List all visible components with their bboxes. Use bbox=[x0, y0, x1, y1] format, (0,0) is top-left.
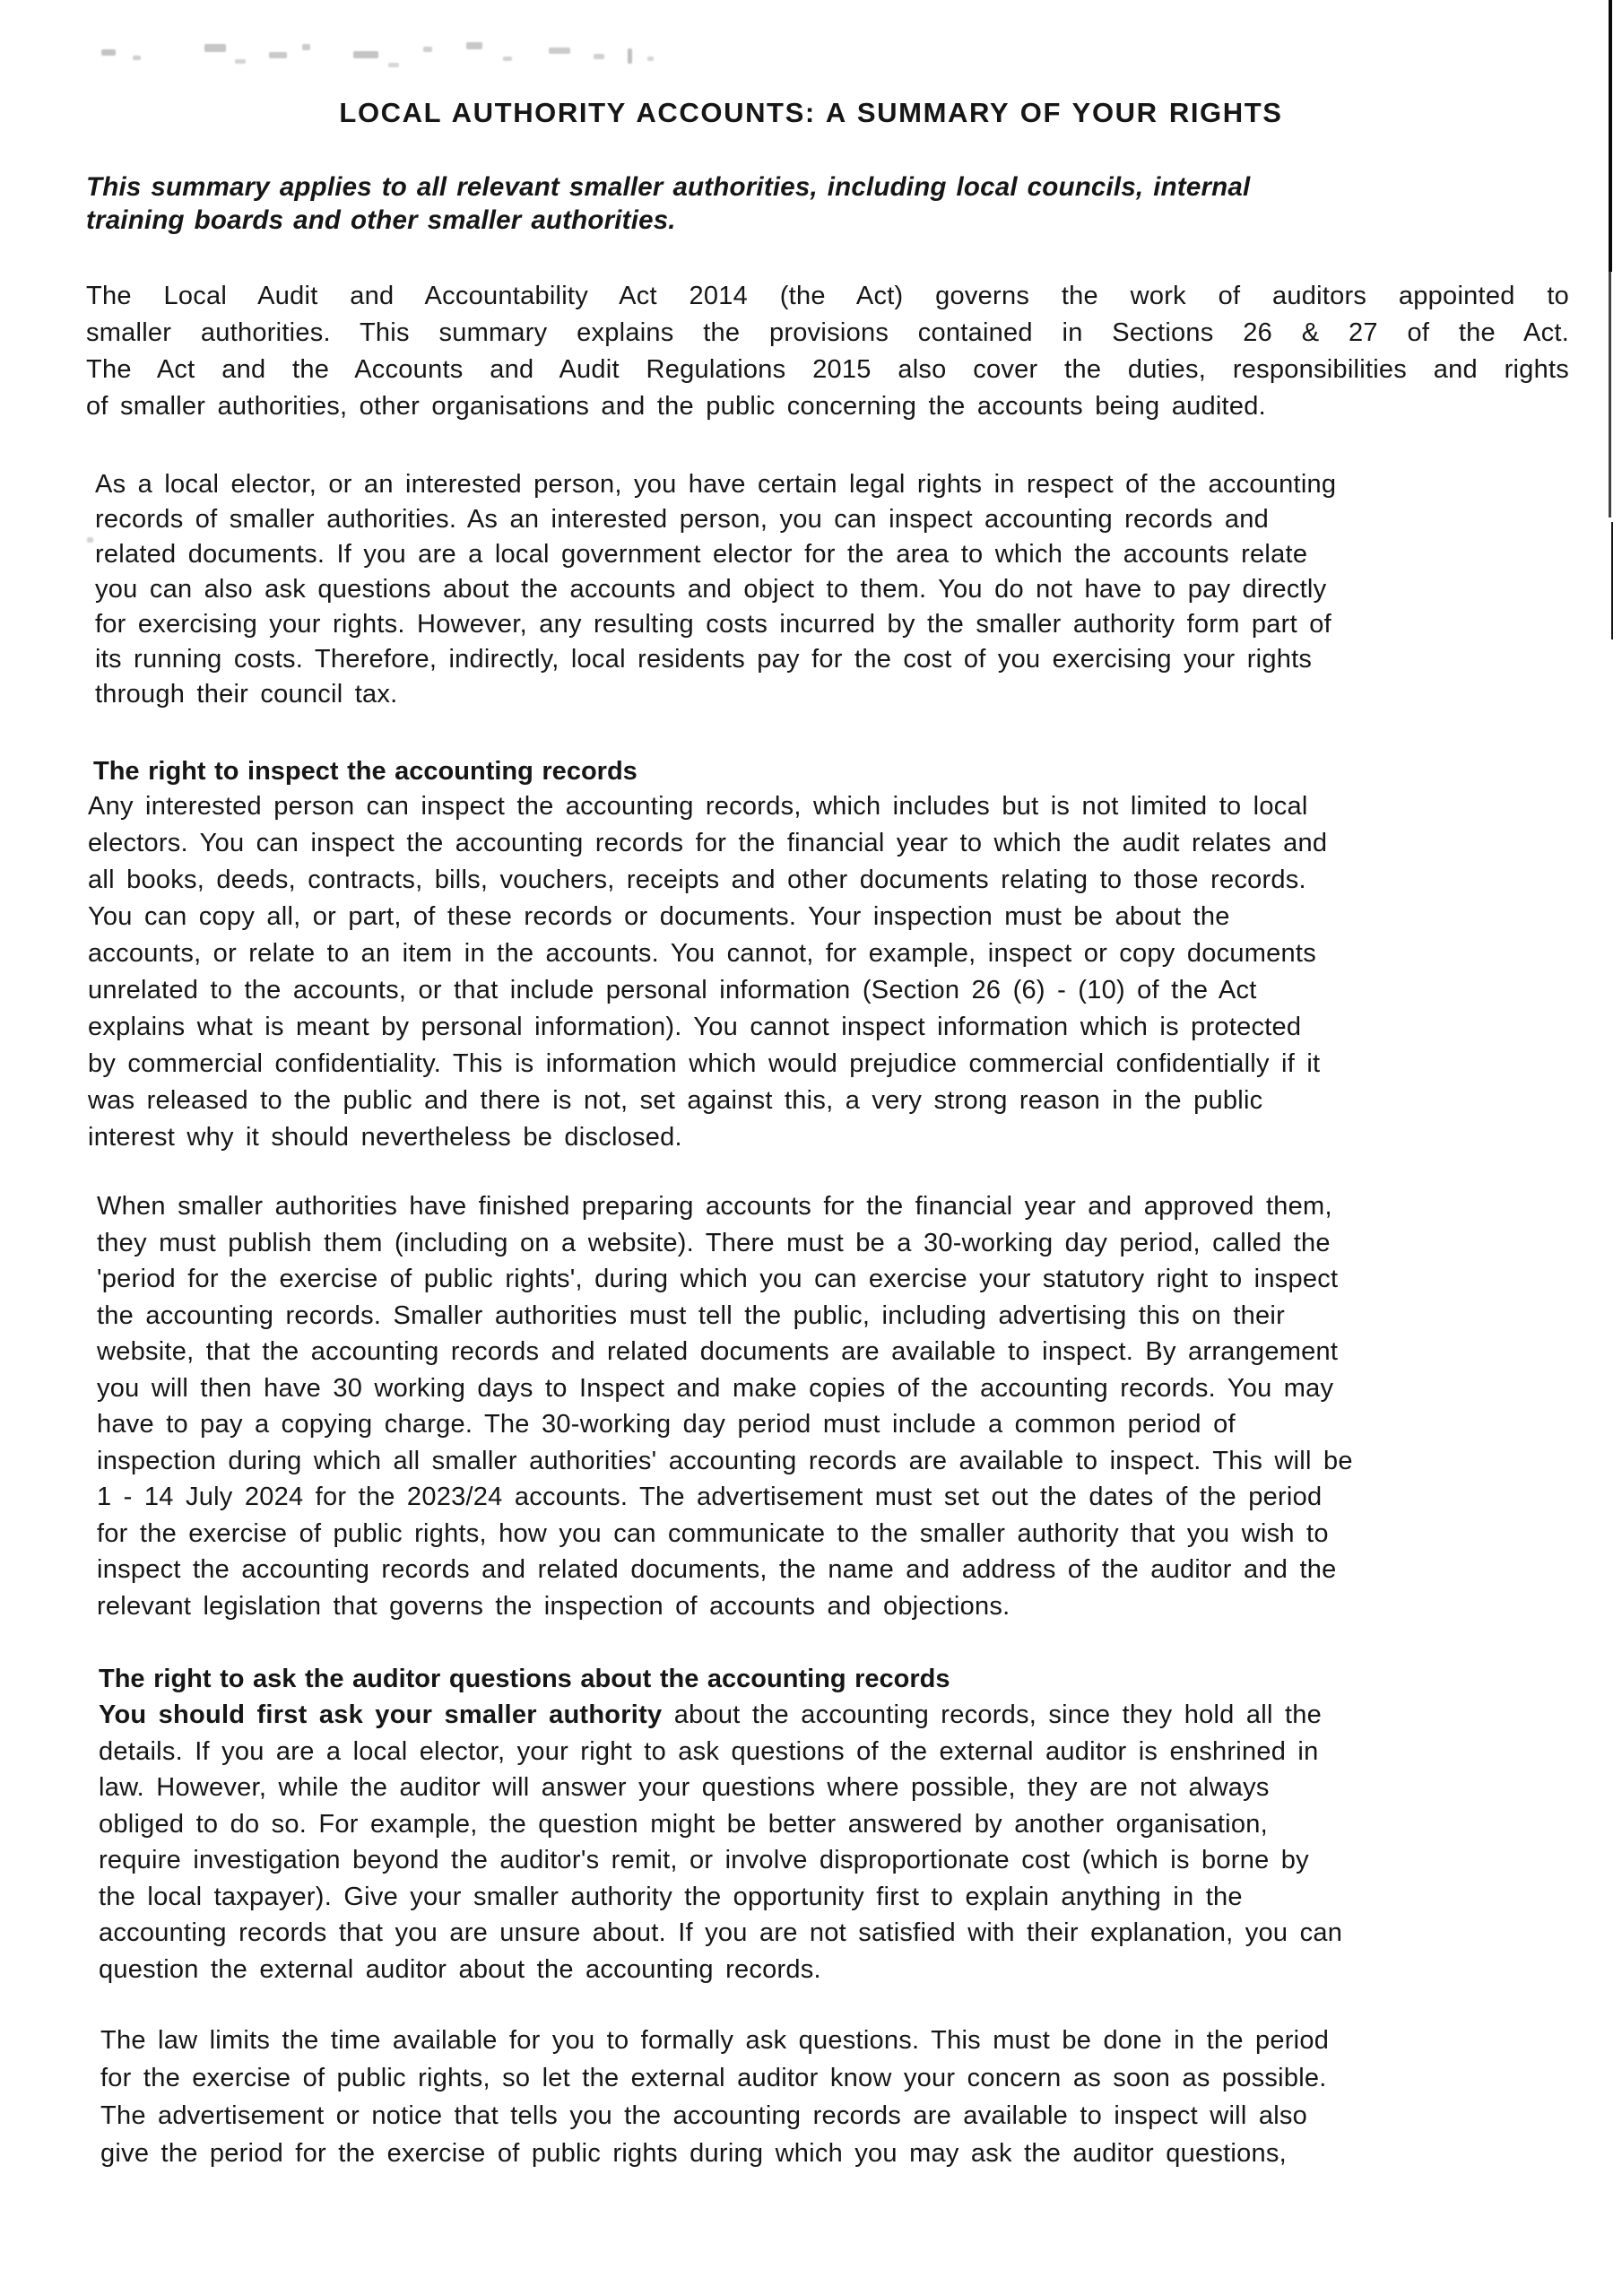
section-heading-inspect: The right to inspect the accounting records bbox=[93, 757, 638, 786]
scan-smudge bbox=[594, 54, 604, 59]
scan-smudge bbox=[353, 51, 378, 58]
scan-speck bbox=[87, 537, 93, 543]
text-line: question the external auditor about the accounting records. bbox=[99, 1954, 821, 1984]
scan-smudge bbox=[549, 48, 570, 54]
text-line: have to pay a copying charge. The 30-working day period must include a common period of bbox=[97, 1410, 1236, 1439]
text-line: for exercising your rights. However, any resulting costs incurred by the smaller authority form part of bbox=[95, 610, 1331, 639]
scan-smudge bbox=[101, 49, 116, 56]
text-line: website, that the accounting records and related documents are available to inspect. By arrangement bbox=[97, 1337, 1339, 1366]
text-line: 'period for the exercise of public rights', during which you can exercise your statutory right to inspect bbox=[97, 1265, 1339, 1293]
scan-smudge bbox=[423, 47, 432, 52]
text-line: training boards and other smaller authorities. bbox=[86, 205, 676, 235]
scan-smudge bbox=[133, 56, 141, 60]
intro-paragraph bbox=[86, 170, 1571, 237]
text-line: you can also ask questions about the accounts and object to them. You do not have to pay directly bbox=[95, 575, 1327, 604]
text-line: inspection during which all smaller authorities' accounting records are available to inspect. This will be bbox=[97, 1446, 1353, 1475]
text-line: through their council tax. bbox=[95, 680, 398, 709]
text-line: they must publish them (including on a website). There must be a 30-working day period, called the bbox=[97, 1228, 1331, 1257]
bold-lead-in: You should first ask your smaller authority bbox=[99, 1700, 663, 1729]
text-line: As a local elector, or an interested person, you have certain legal rights in respect of the accounting bbox=[95, 470, 1337, 499]
text-line: 1 - 14 July 2024 for the 2023/24 accounts. The advertisement must set out the dates of the period bbox=[97, 1483, 1323, 1511]
scan-smudge bbox=[466, 42, 482, 49]
paragraph-questions-2 bbox=[100, 2022, 1573, 2172]
section-heading-questions: The right to ask the auditor questions about the accounting records bbox=[99, 1665, 950, 1693]
scan-edge-line bbox=[1609, 272, 1611, 517]
text-line bbox=[99, 1697, 1573, 1734]
text-line: Any interested person can inspect the accounting records, which includes but is not limited to local bbox=[88, 792, 1308, 821]
text-line: its running costs. Therefore, indirectly, local residents pay for the cost of you exercising your rights bbox=[95, 645, 1313, 674]
text-line: accounting records that you are unsure about. If you are not satisfied with their explanation, you can bbox=[99, 1918, 1343, 1947]
text-line: obliged to do so. For example, the question might be better answered by another organisation, bbox=[99, 1809, 1268, 1839]
text-line: for the exercise of public rights, so let the external auditor know your concern as soon as possible. bbox=[100, 2064, 1327, 2092]
text-run: about the accounting records, since they hold all the bbox=[662, 1700, 1323, 1729]
text-line: inspect the accounting records and related documents, the name and address of the auditor and the bbox=[97, 1555, 1337, 1584]
scan-smudge bbox=[235, 59, 246, 64]
text-line: When smaller authorities have finished preparing accounts for the financial year and approved them, bbox=[97, 1192, 1332, 1221]
text-line: electors. You can inspect the accounting records for the financial year to which the audit relates and bbox=[88, 829, 1328, 857]
text-line: the accounting records. Smaller authorities must tell the public, including advertising this on their bbox=[97, 1300, 1286, 1330]
paragraph-inspect-1 bbox=[88, 788, 1569, 1156]
text-line: for the exercise of public rights, how you can communicate to the smaller authority that you wish to bbox=[97, 1518, 1329, 1548]
page-title: LOCAL AUTHORITY ACCOUNTS: A SUMMARY OF YOUR RIGHTS bbox=[339, 97, 1283, 128]
scan-edge-line bbox=[1611, 522, 1613, 639]
text-line: was released to the public and there is not, set against this, a very strong reason in the public bbox=[88, 1086, 1263, 1115]
text-line: accounts, or relate to an item in the accounts. You cannot, for example, inspect or copy documents bbox=[88, 939, 1316, 968]
text-line: explains what is meant by personal information). You cannot inspect information which is protected bbox=[88, 1013, 1302, 1041]
scan-smudge bbox=[204, 44, 226, 52]
scan-smudge bbox=[647, 57, 654, 61]
text-line: the local taxpayer). Give your smaller authority the opportunity first to explain anything in the bbox=[99, 1882, 1243, 1911]
paragraph-questions-1 bbox=[99, 1697, 1573, 1734]
text-line: unrelated to the accounts, or that include personal information (Section 26 (6) - (10) of the Act bbox=[88, 976, 1257, 1004]
text-line: give the period for the exercise of public rights during which you may ask the auditor questions, bbox=[100, 2139, 1287, 2168]
text-line: relevant legislation that governs the inspection of accounts and objections. bbox=[97, 1591, 1010, 1621]
scan-smudge bbox=[269, 52, 287, 58]
paragraph-questions-1-rest bbox=[99, 1734, 1573, 1988]
scan-smudge bbox=[388, 63, 399, 67]
text-line: The Act and the Accounts and Audit Regulations 2015 also cover the duties, responsibilities and rights bbox=[86, 355, 1569, 384]
text-line: you will then have 30 working days to Inspect and make copies of the accounting records. You may bbox=[97, 1373, 1334, 1403]
text-line: details. If you are a local elector, your right to ask questions of the external auditor is enshrined in bbox=[99, 1736, 1319, 1766]
text-line: by commercial confidentiality. This is information which would prejudice commercial confidentially if it bbox=[88, 1049, 1321, 1078]
text-line: The Local Audit and Accountability Act 2014 (the Act) governs the work of auditors appointed to bbox=[86, 282, 1569, 310]
text-line: interest why it should nevertheless be disclosed. bbox=[88, 1123, 682, 1152]
text-line: smaller authorities. This summary explains the provisions contained in Sections 26 & 27 of the Act. bbox=[86, 318, 1569, 347]
text-line: records of smaller authorities. As an interested person, you can inspect accounting records and bbox=[95, 505, 1270, 534]
scan-smudge bbox=[302, 44, 310, 50]
text-line: all books, deeds, contracts, bills, vouchers, receipts and other documents relating to those records. bbox=[88, 865, 1306, 894]
text-line: You can copy all, or part, of these records or documents. Your inspection must be about the bbox=[88, 902, 1230, 931]
paragraph-act bbox=[86, 278, 1569, 425]
scan-edge-line bbox=[1609, 0, 1612, 272]
text-line: The advertisement or notice that tells you the accounting records are available to inspect will also bbox=[100, 2101, 1308, 2130]
scan-smudge bbox=[628, 48, 632, 64]
text-line: This summary applies to all relevant smaller authorities, including local councils, internal bbox=[86, 172, 1251, 202]
text-line: require investigation beyond the auditor's remit, or involve disproportionate cost (which is borne by bbox=[99, 1846, 1309, 1874]
paragraph-elector-rights bbox=[95, 467, 1573, 712]
text-line: The law limits the time available for you to formally ask questions. This must be done in the period bbox=[100, 2026, 1330, 2055]
paragraph-inspect-2 bbox=[97, 1188, 1573, 1624]
text-line: of smaller authorities, other organisations and the public concerning the accounts being audited. bbox=[86, 392, 1266, 421]
text-line: related documents. If you are a local government elector for the area to which the accounts relate bbox=[95, 540, 1308, 569]
scan-smudge bbox=[503, 57, 512, 61]
text-line: law. However, while the auditor will answer your questions where possible, they are not always bbox=[99, 1773, 1270, 1802]
